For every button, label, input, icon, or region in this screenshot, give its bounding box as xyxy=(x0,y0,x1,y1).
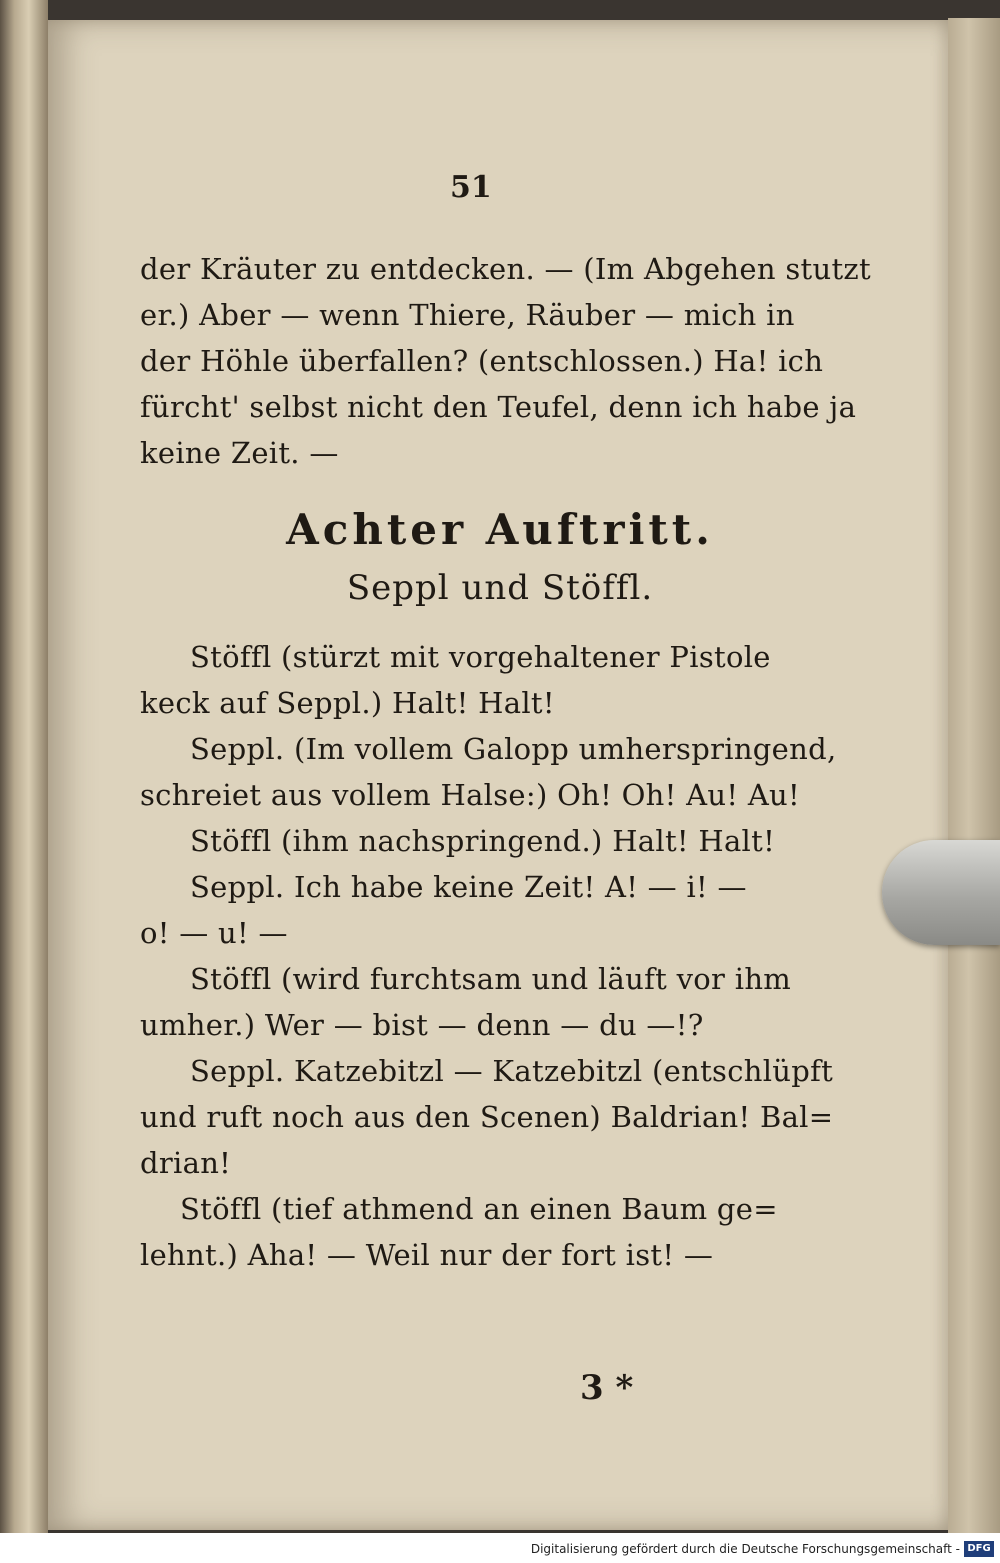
page-clip xyxy=(882,840,1000,945)
text-line: Stöffl (tief athmend an einen Baum ge= xyxy=(180,1192,778,1226)
text-line: o! — u! — xyxy=(140,916,288,950)
scene-heading: Achter Auftritt. xyxy=(286,505,714,554)
text-line: Seppl. Katzebitzl — Katzebitzl (entschlüpft xyxy=(190,1054,834,1088)
text-line: Stöffl (stürzt mit vorgehaltener Pistole xyxy=(190,640,771,674)
book-spine xyxy=(0,0,48,1563)
text-line: Stöffl (wird furchtsam und läuft vor ihm xyxy=(190,962,792,996)
book-page xyxy=(48,20,948,1530)
text-line: Seppl. (Im vollem Galopp umherspringend, xyxy=(190,732,837,766)
text-line: der Kräuter zu entdecken. — (Im Abgehen stutzt xyxy=(140,252,871,286)
footer-credit: Digitalisierung gefördert durch die Deutsche Forschungsgemeinschaft - xyxy=(530,1542,960,1556)
text-line: fürcht' selbst nicht den Teufel, denn ich habe ja xyxy=(140,390,857,424)
text-line: drian! xyxy=(140,1146,232,1180)
text-line: schreiet aus vollem Halse:) Oh! Oh! Au! Au! xyxy=(140,778,800,812)
text-line: und ruft noch aus den Scenen) Baldrian! Bal= xyxy=(140,1100,834,1134)
signature-mark: 3 * xyxy=(580,1368,634,1408)
text-line: er.) Aber — wenn Thiere, Räuber — mich in xyxy=(140,298,795,332)
text-line: lehnt.) Aha! — Weil nur der fort ist! — xyxy=(140,1238,714,1272)
page-edge xyxy=(948,18,1000,1533)
page-number: 51 xyxy=(450,170,492,205)
text-line: Stöffl (ihm nachspringend.) Halt! Halt! xyxy=(190,824,776,858)
dfg-logo: DFG xyxy=(964,1541,994,1557)
text-line: keck auf Seppl.) Halt! Halt! xyxy=(140,686,555,720)
text-line: keine Zeit. — xyxy=(140,436,339,470)
text-line: Seppl. Ich habe keine Zeit! A! — i! — xyxy=(190,870,747,904)
footer-bar xyxy=(0,1533,1000,1563)
scene-characters: Seppl und Stöffl. xyxy=(346,568,654,608)
text-line: der Höhle überfallen? (entschlossen.) Ha! ich xyxy=(140,344,824,378)
text-line: umher.) Wer — bist — denn — du —!? xyxy=(140,1008,704,1042)
